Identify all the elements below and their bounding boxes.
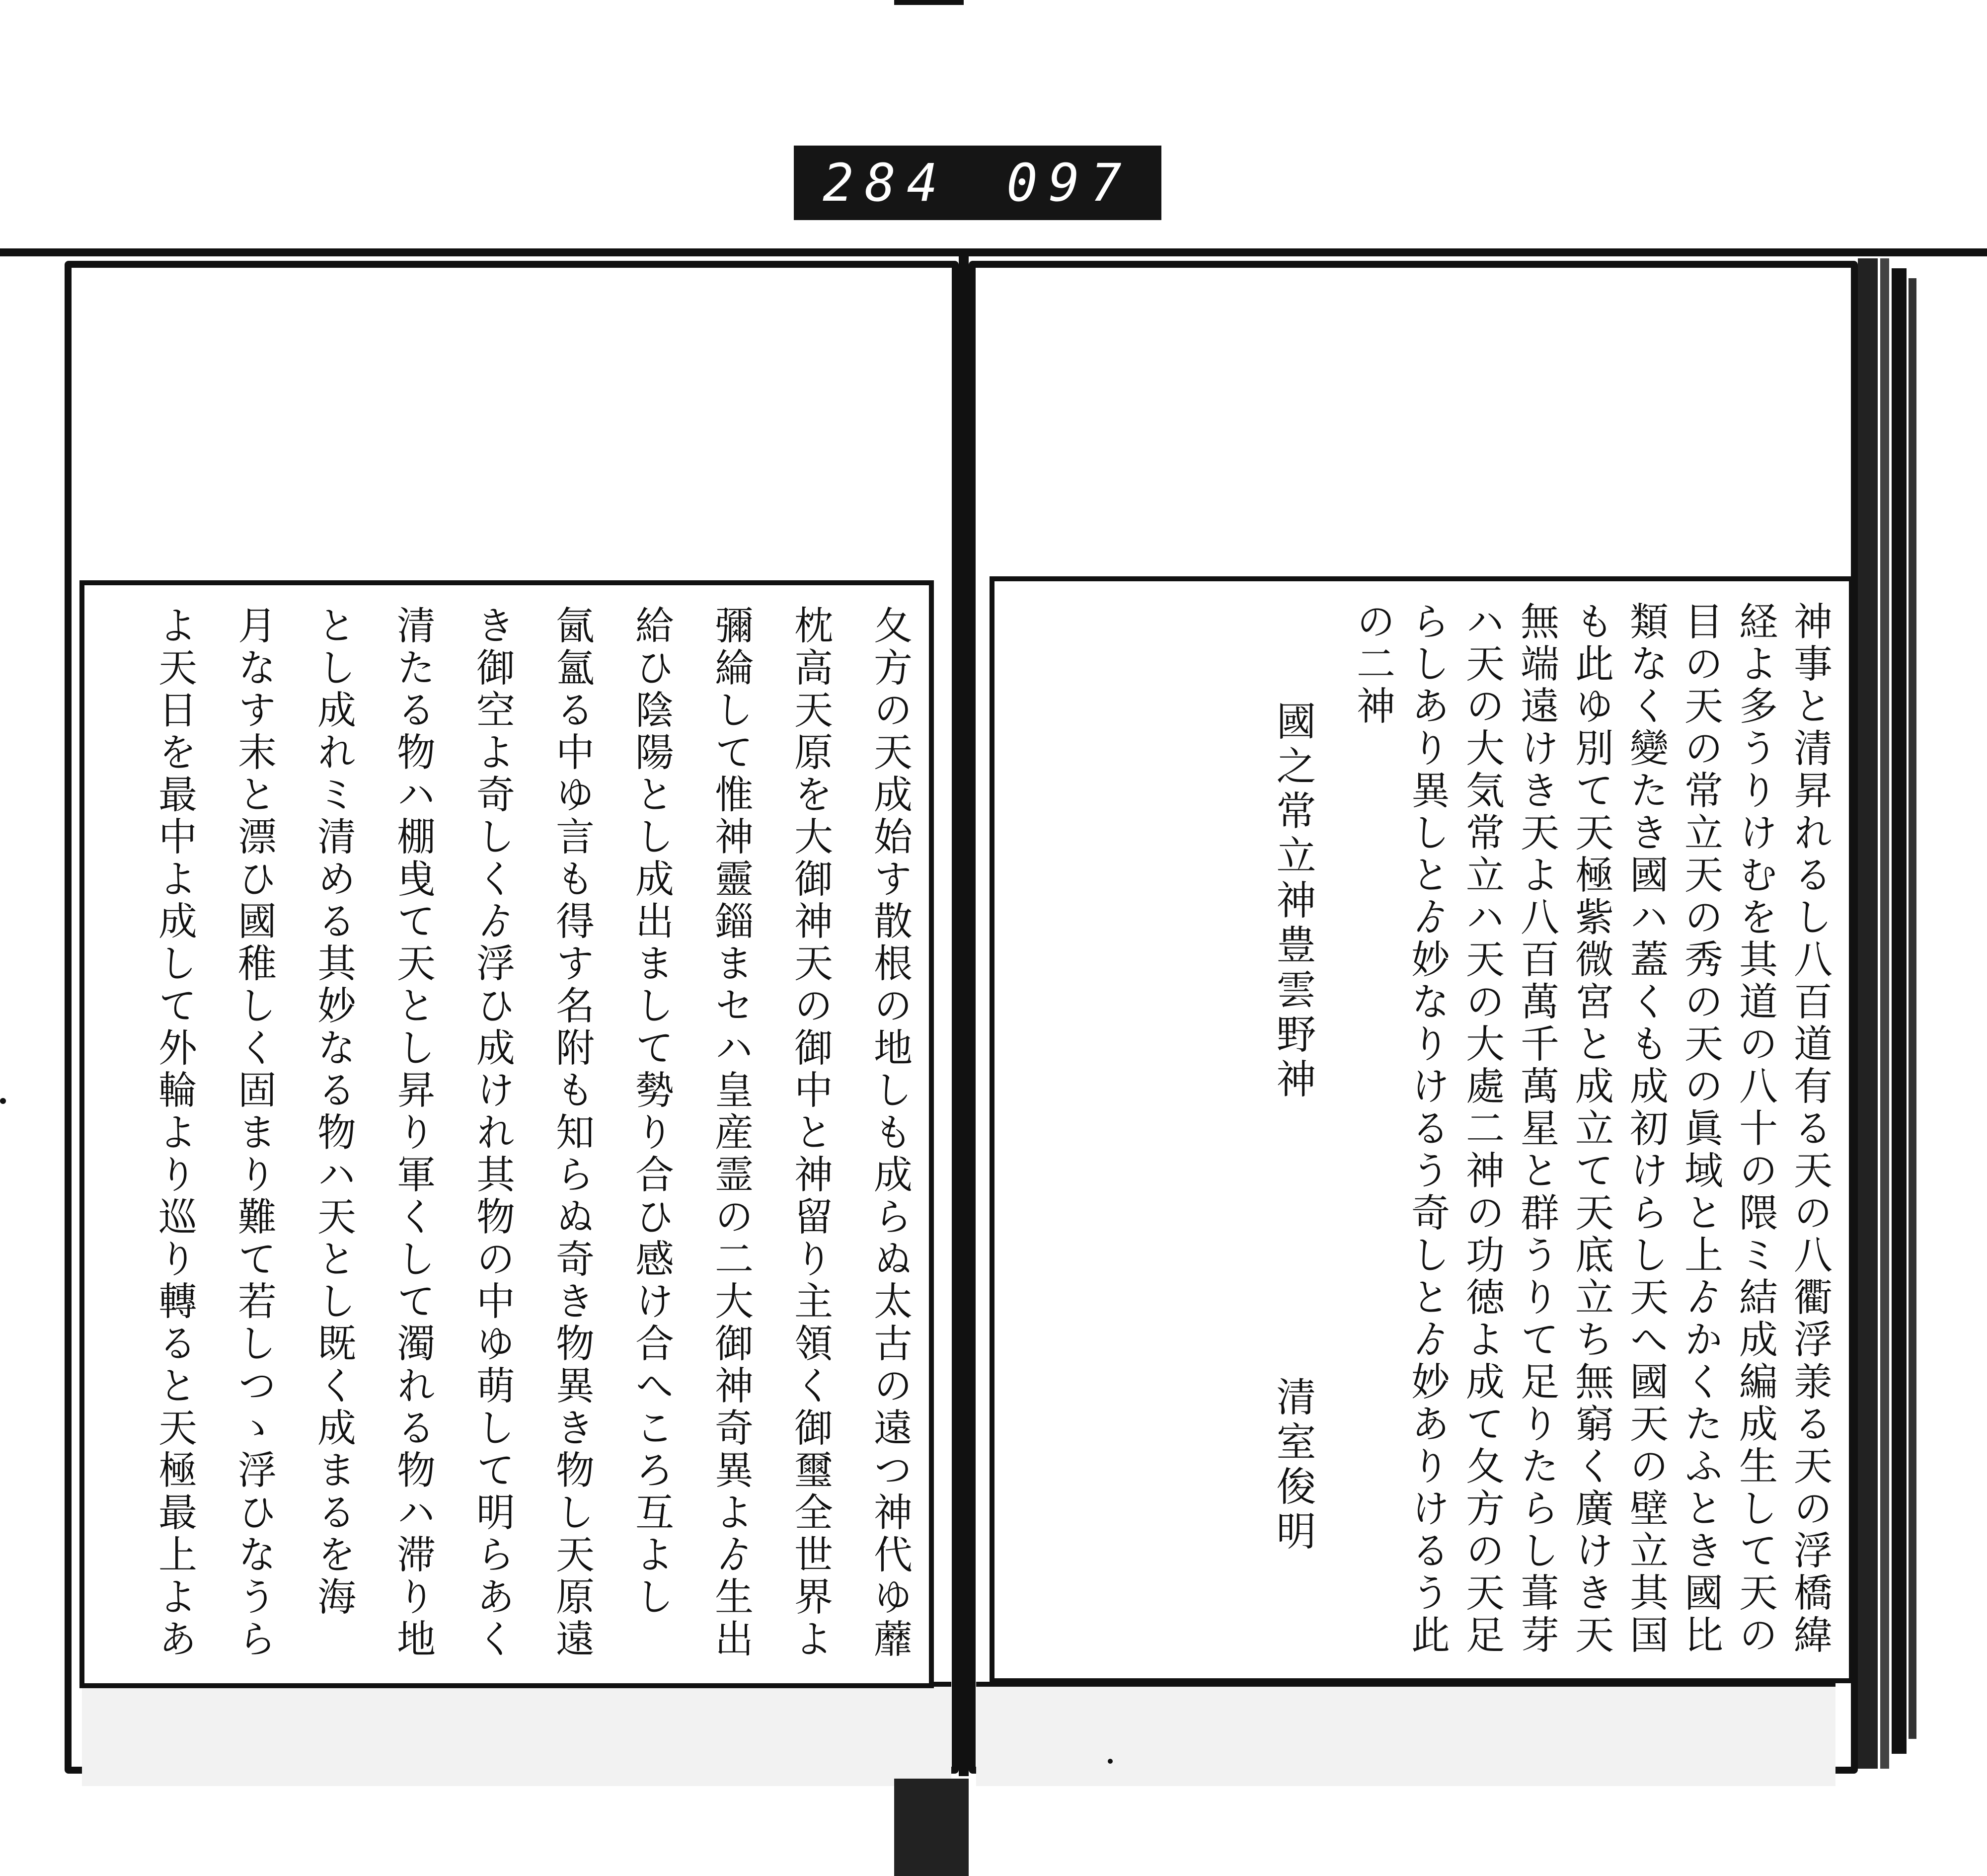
page-edges <box>1892 268 1907 1754</box>
text-column: 無端遠けき天よ八百萬千萬星と群うりて足りたらし葺芽 <box>1514 601 1559 1657</box>
text-column: 経よ多うりけむを其道の八十の隈ミ結成編成生して天の <box>1733 601 1777 1657</box>
left-text-frame <box>79 580 934 1688</box>
stray-mark <box>0 1098 6 1104</box>
author-name: 清室俊明 <box>1270 1376 1316 1555</box>
text-column: の二神 <box>1350 601 1395 728</box>
section-title: 國之常立神豊雲野神 <box>1270 701 1316 1103</box>
text-column: 夂方の天成始す散根の地しも成らぬ太古の遠つ神代ゆ蘼 <box>867 605 912 1661</box>
top-tab <box>894 0 964 5</box>
text-column: も此ゆ別て天極紫微宮と成立て天底立ち無窮く廣けき天 <box>1569 601 1613 1657</box>
text-column: 清たる物ハ棚曵て天とし昇り軍くして濁れる物ハ滞り地 <box>390 605 435 1661</box>
text-column: き御空よ奇しくゟ浮ひ成けれ其物の中ゆ萌して明らあく <box>470 605 515 1661</box>
text-column: らしあり異しとゟ妙なりけるう奇しとゟ妙ありけるう此 <box>1405 601 1450 1657</box>
book-spine <box>959 256 969 1776</box>
stray-mark <box>1108 1759 1113 1764</box>
text-column: とし成れミ清める其妙なる物ハ天とし既く成まるを海 <box>311 605 356 1619</box>
film-number-label <box>794 146 1161 220</box>
text-column: 月なす末と漂ひ國稚しく固まり難て若しつゝ浮ひなうら <box>231 605 276 1661</box>
page-edges <box>1880 258 1889 1769</box>
text-column: 給ひ陰陽とし成出まして勢り合ひ感け合へころ互よし <box>629 605 674 1619</box>
page-edges <box>1909 278 1916 1739</box>
text-column: 神事と清昇れるし八百道有る天の八衢浮𣴎る天の浮橋緯 <box>1787 601 1832 1657</box>
text-column: ハ天の大気常立ハ天の大處二神の功徳よ成て夂方の天足 <box>1459 601 1504 1657</box>
page-edges <box>1858 258 1878 1769</box>
text-column: 氤氳る中ゆ言も得す名附も知らぬ奇き物異き物し天原遠 <box>549 605 594 1661</box>
frame-number: 097 <box>1006 153 1133 213</box>
text-column: よ天日を最中よ成して外輪より巡り轉ると天極最上よあ <box>152 605 197 1661</box>
text-column: 枕高天原を大御神天の御中と神留り主領く御璽全世界よ <box>788 605 833 1661</box>
text-column: 彌綸して惟神靈錙まセハ皇産霊の二大御神奇異よゟ生出 <box>708 605 753 1661</box>
right-bottom-margin <box>976 1682 1835 1786</box>
right-text-frame <box>990 576 1854 1683</box>
scanner-bar <box>0 248 1987 256</box>
left-bottom-margin <box>82 1682 951 1786</box>
bottom-gutter-shadow <box>894 1779 969 1876</box>
roll-number: 284 <box>823 153 949 213</box>
text-column: 目の天の常立天の秀の天の眞域と上ゟかくたふとき國比 <box>1678 601 1723 1657</box>
text-column: 類なく變たき國ハ蓋くも成初けらし天へ國天の壁立其国 <box>1623 601 1668 1657</box>
